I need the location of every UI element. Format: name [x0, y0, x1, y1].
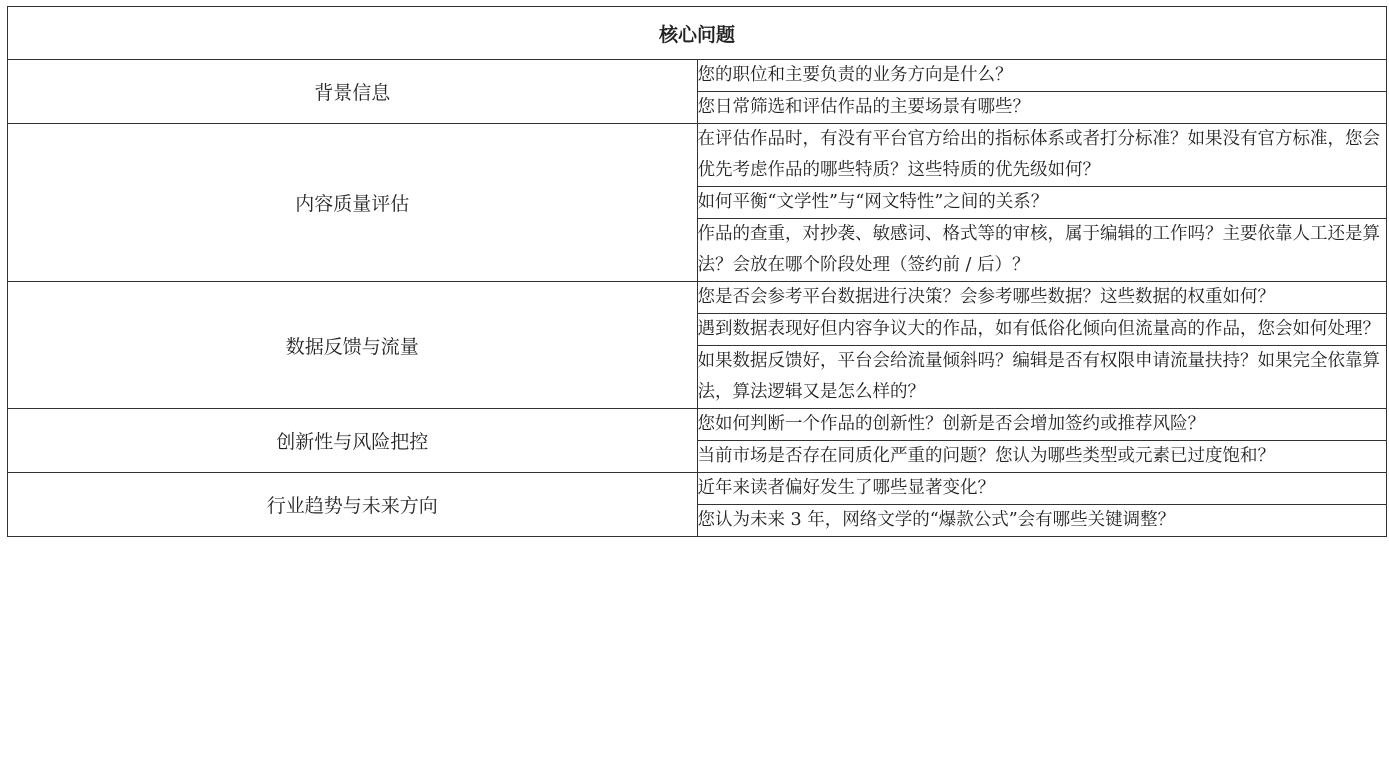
table-row	[8, 282, 1387, 314]
table-row	[8, 473, 1387, 505]
question-cell: 作品的查重，对抄袭、敏感词、格式等的审核，属于编辑的工作吗？主要依靠人工还是算法？会放在哪个阶段处理（签约前 / 后）？	[697, 219, 1387, 282]
question-cell: 当前市场是否存在同质化严重的问题？您认为哪些类型或元素已过度饱和？	[697, 441, 1387, 473]
table-row	[8, 60, 1387, 92]
question-cell: 您如何判断一个作品的创新性？创新是否会增加签约或推荐风险？	[697, 409, 1387, 441]
category-cell: 背景信息	[8, 60, 698, 124]
question-cell: 您是否会参考平台数据进行决策？会参考哪些数据？这些数据的权重如何？	[697, 282, 1387, 314]
question-cell: 在评估作品时，有没有平台官方给出的指标体系或者打分标准？如果没有官方标准，您会优先考虑作品的哪些特质？这些特质的优先级如何？	[697, 124, 1387, 187]
question-cell: 如何平衡“文学性”与“网文特性”之间的关系？	[697, 187, 1387, 219]
table-row	[8, 124, 1387, 187]
category-cell: 数据反馈与流量	[8, 282, 698, 409]
question-cell: 近年来读者偏好发生了哪些显著变化？	[697, 473, 1387, 505]
category-cell: 创新性与风险把控	[8, 409, 698, 473]
header-row	[8, 7, 1387, 60]
question-cell: 您认为未来 3 年，网络文学的“爆款公式”会有哪些关键调整？	[697, 505, 1387, 537]
table-row	[8, 409, 1387, 441]
question-cell: 如果数据反馈好，平台会给流量倾斜吗？编辑是否有权限申请流量扶持？如果完全依靠算法，算法逻辑又是怎么样的？	[697, 346, 1387, 409]
question-cell: 遇到数据表现好但内容争议大的作品，如有低俗化倾向但流量高的作品，您会如何处理？	[697, 314, 1387, 346]
interview-questions-table	[7, 6, 1387, 537]
category-cell: 行业趋势与未来方向	[8, 473, 698, 537]
question-cell: 您日常筛选和评估作品的主要场景有哪些？	[697, 92, 1387, 124]
category-cell: 内容质量评估	[8, 124, 698, 282]
question-cell: 您的职位和主要负责的业务方向是什么？	[697, 60, 1387, 92]
table-header: 核心问题	[8, 7, 1387, 60]
